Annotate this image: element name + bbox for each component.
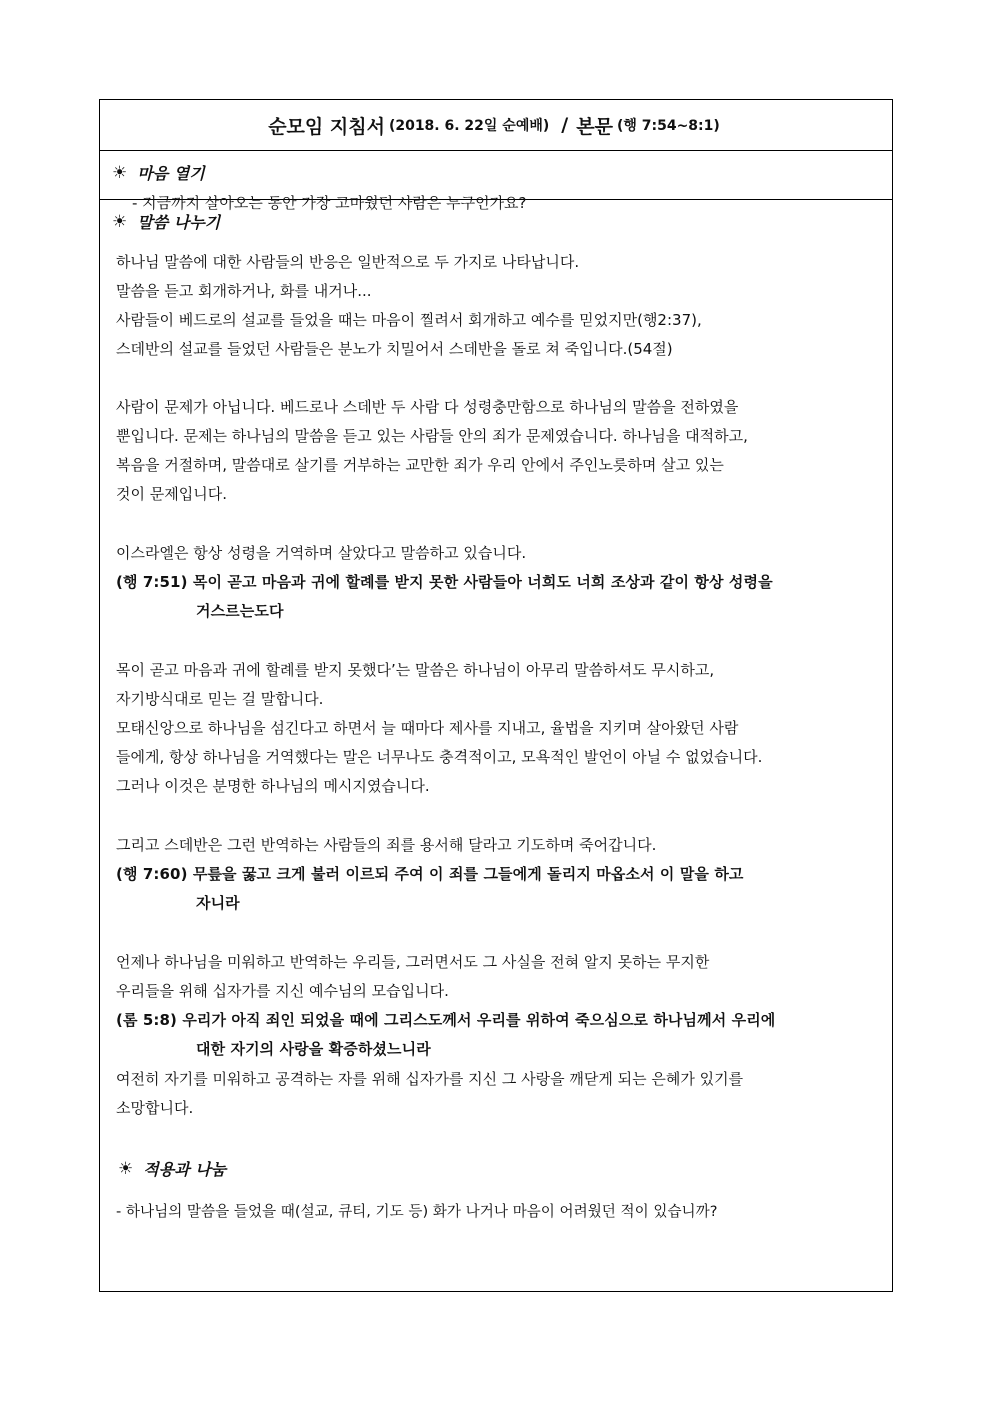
sun-icon: ☀ xyxy=(112,211,128,232)
body-line: 뿐입니다. 문제는 하나님의 말씀을 듣고 있는 사람들 안의 죄가 문제였습니다. 하나님을 대적하고, xyxy=(116,427,748,445)
sun-icon: ☀ xyxy=(112,162,128,183)
title-row xyxy=(100,100,892,151)
sun-icon: ☀ xyxy=(118,1158,134,1179)
opening-section xyxy=(100,151,892,212)
scripture-quote-continued: 거스르는도다 xyxy=(196,602,284,620)
sharing-heading-label: 말씀 나누기 xyxy=(137,213,221,232)
body-line: 사람이 문제가 아닙니다. 베드로나 스데반 두 사람 다 성령충만함으로 하나님의 말씀을 전하였을 xyxy=(116,398,739,416)
body-line: 이스라엘은 항상 성령을 거역하며 살았다고 말씀하고 있습니다. xyxy=(116,544,527,562)
title-text-label: 본문 xyxy=(576,115,613,138)
scripture-quote: (행 7:51) 목이 곧고 마음과 귀에 할례를 받지 못한 사람들아 너희도 너희 조상과 같이 항상 성령을 xyxy=(116,573,773,591)
body-line: 그러나 이것은 분명한 하나님의 메시지였습니다. xyxy=(116,777,430,795)
body-line: 모태신앙으로 하나님을 섬긴다고 하면서 늘 때마다 제사를 지내고, 율법을 지키며 살아왔던 사람 xyxy=(116,719,739,737)
title-reference: (행 7:54~8:1) xyxy=(616,118,720,134)
body-line: 스데반의 설교를 들었던 사람들은 분노가 치밀어서 스데반을 돌로 쳐 죽입니다.(54절) xyxy=(116,340,673,358)
page-title: 순모임 지침서 xyxy=(268,115,385,138)
body-line: 하나님 말씀에 대한 사람들의 반응은 일반적으로 두 가지로 나타납니다. xyxy=(116,253,580,271)
scripture-quote-continued: 대한 자기의 사랑을 확증하셨느니라 xyxy=(196,1040,431,1058)
title-date: (2018. 6. 22일 순예배) xyxy=(388,118,550,134)
body-line: 소망합니다. xyxy=(116,1099,194,1117)
scripture-quote: (롬 5:8) 우리가 아직 죄인 되었을 때에 그리스도께서 우리를 위하여 죽으심으로 하나님께서 우리에 xyxy=(116,1011,776,1029)
body-line: 여전히 자기를 미워하고 공격하는 자를 위해 십자가를 지신 그 사랑을 깨닫게 되는 은혜가 있기를 xyxy=(116,1070,744,1088)
body-line: 언제나 하나님을 미워하고 반역하는 우리들, 그러면서도 그 사실을 전혀 알지 못하는 무지한 xyxy=(116,953,710,971)
scripture-quote-continued: 자니라 xyxy=(196,894,240,912)
body-line: 우리들을 위해 십자가를 지신 예수님의 모습입니다. xyxy=(116,982,449,1000)
title-separator: / xyxy=(561,114,569,136)
body-line: 그리고 스데반은 그런 반역하는 사람들의 죄를 용서해 달라고 기도하며 죽어갑니다. xyxy=(116,836,657,854)
body-line: 목이 곧고 마음과 귀에 할례를 받지 못했다’는 말씀은 하나님이 아무리 말씀하셔도 무시하고, xyxy=(116,661,715,679)
sharing-heading xyxy=(112,210,220,233)
application-heading-label: 적용과 나눔 xyxy=(143,1160,227,1179)
application-heading xyxy=(118,1157,226,1180)
scripture-quote: (행 7:60) 무릎을 꿇고 크게 불러 이르되 주여 이 죄를 그들에게 돌리지 마옵소서 이 말을 하고 xyxy=(116,865,744,883)
opening-heading xyxy=(112,161,205,184)
worksheet-frame xyxy=(99,99,893,1292)
body-line: 자기방식대로 믿는 걸 말합니다. xyxy=(116,690,324,708)
body-line: 들에게, 항상 하나님을 거역했다는 말은 너무나도 충격적이고, 모욕적인 발언이 아닐 수 없었습니다. xyxy=(116,748,763,766)
body-line: 것이 문제입니다. xyxy=(116,485,227,503)
application-question: - 하나님의 말씀을 들었을 때(설교, 큐티, 기도 등) 화가 나거나 마음이 어려웠던 적이 있습니까? xyxy=(116,1203,718,1220)
body-line: 말씀을 듣고 회개하거나, 화를 내거나... xyxy=(116,282,372,300)
opening-question: - 지금까지 살아오는 동안 가장 고마웠던 사람은 누구인가요? xyxy=(132,194,527,212)
opening-heading-label: 마음 열기 xyxy=(137,164,205,183)
body-line: 복음을 거절하며, 말씀대로 살기를 거부하는 교만한 죄가 우리 안에서 주인노릇하며 살고 있는 xyxy=(116,456,724,474)
body-line: 사람들이 베드로의 설교를 들었을 때는 마음이 찔려서 회개하고 예수를 믿었지만(행2:37), xyxy=(116,311,702,329)
